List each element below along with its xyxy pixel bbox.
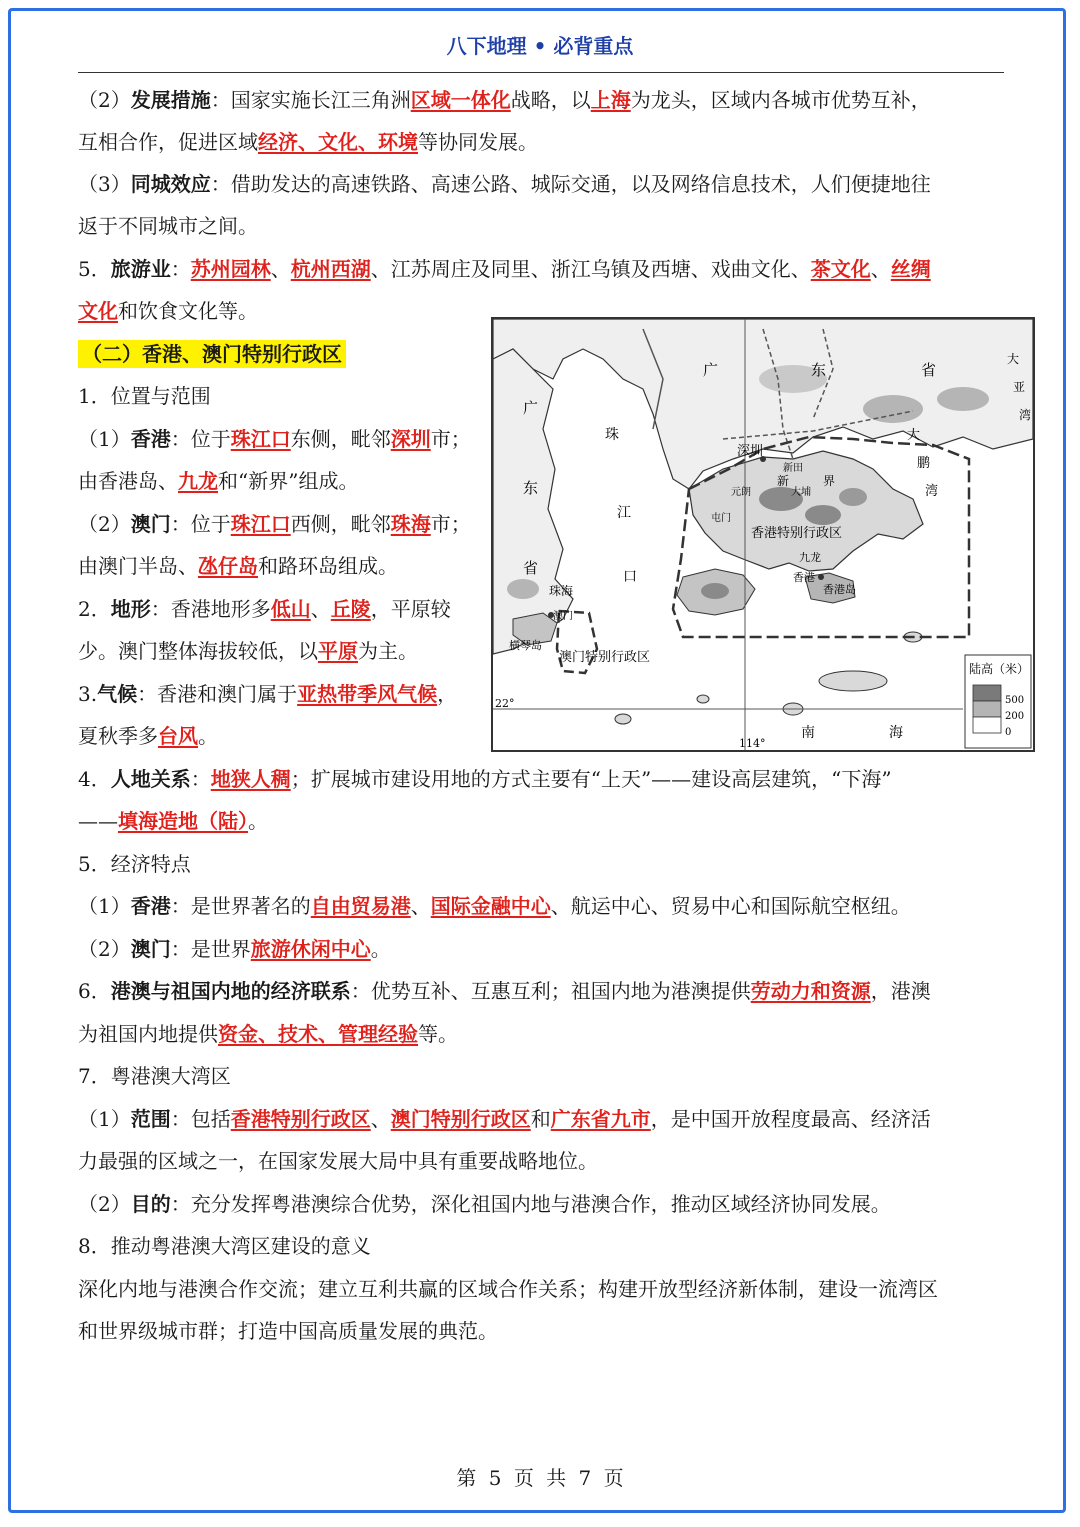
text: ：国家实施长江三角洲 — [210, 88, 411, 112]
text: （1） — [78, 894, 131, 918]
text: 东侧，毗邻 — [290, 427, 391, 451]
line-18 — [78, 807, 268, 835]
text: （1） — [78, 427, 131, 451]
total-pages: 7 — [578, 1466, 592, 1490]
keyword: 珠江口 — [230, 512, 291, 536]
map-label: 南 — [801, 725, 815, 741]
legend-swatch-200 — [973, 701, 1001, 717]
line-16 — [78, 722, 218, 750]
footer-text: 页 — [603, 1466, 624, 1490]
text: 深化内地与港澳合作交流；建立互利共赢的区域合作关系；构建开放型经济新体制，建设一流湾区 — [78, 1277, 938, 1301]
map-label: 鹏 — [917, 456, 931, 471]
keyword: 劳动力和资源 — [750, 979, 871, 1003]
line-21 — [78, 935, 391, 963]
text: ：位于 — [170, 427, 231, 451]
line-29 — [78, 1275, 938, 1303]
map-label: 元朗 — [731, 487, 751, 498]
keyword: 珠海 — [390, 512, 431, 536]
line-17 — [78, 765, 892, 793]
map-label: 广 — [703, 361, 719, 379]
footer-text: 第 — [456, 1466, 477, 1490]
text: 为主。 — [358, 639, 418, 663]
keyword: 台风 — [158, 724, 198, 748]
text: ；扩展城市建设用地的方式主要有“上天”——建设高层建筑，“下海” — [290, 767, 892, 791]
text: 和路环岛组成。 — [258, 554, 398, 578]
text: ：借助发达的高速铁路、高速公路、城际交通，以及网络信息技术，人们便捷地往 — [210, 172, 931, 196]
text: 返于不同城市之间。 — [78, 214, 258, 238]
text: 和饮食文化等。 — [118, 299, 258, 323]
keyword: 茶文化 — [810, 257, 871, 281]
text: 。 — [370, 937, 391, 961]
text: ，港澳 — [870, 979, 931, 1003]
text: ，平原较 — [370, 597, 451, 621]
text: 为龙头，区域内各城市优势互补， — [630, 88, 931, 112]
line-9 — [78, 425, 471, 453]
text: ：是世界 — [170, 937, 251, 961]
text: （2） — [78, 512, 131, 536]
term: 香港 — [130, 427, 171, 451]
page-number: 5 — [488, 1466, 502, 1490]
text: 互相合作，促进区域 — [78, 130, 258, 154]
text: 、航运中心、贸易中心和国际航空枢纽。 — [550, 894, 911, 918]
text: 、 — [370, 1107, 391, 1131]
map-label: 大埔 — [791, 487, 811, 498]
line-8 — [78, 382, 211, 410]
map-label: 省 — [921, 361, 937, 379]
text: （1） — [78, 1107, 131, 1131]
keyword: 地狭人稠 — [210, 767, 291, 791]
term: 港澳与祖国内地的经济联系 — [110, 979, 351, 1003]
line-14 — [78, 637, 418, 665]
text: ：香港和澳门属于 — [137, 682, 298, 706]
text: 等。 — [418, 1022, 458, 1046]
map-label: 深圳 — [737, 444, 764, 459]
keyword: 旅游休闲中心 — [250, 937, 371, 961]
text: 等协同发展。 — [418, 130, 538, 154]
map-label: 亚 — [1013, 380, 1026, 394]
map-label: 大 — [907, 428, 921, 443]
line-5 — [78, 255, 931, 283]
latitude-label: 22° — [495, 697, 515, 710]
text: （2） — [78, 1192, 131, 1216]
term: 同城效应 — [130, 172, 211, 196]
text: 、 — [310, 597, 331, 621]
subheading: 7．粤港澳大湾区 — [78, 1064, 231, 1088]
term: 澳门 — [130, 512, 171, 536]
text: 、 — [270, 257, 291, 281]
legend-value: 0 — [1005, 727, 1012, 738]
keyword: 香港特别行政区 — [230, 1107, 371, 1131]
subheading: 5．经济特点 — [78, 852, 191, 876]
keyword: 丝绸 — [890, 257, 931, 281]
text: —— — [78, 809, 118, 833]
term: 目的 — [130, 1192, 171, 1216]
text: ：是世界著名的 — [170, 894, 311, 918]
keyword: 上海 — [590, 88, 631, 112]
text: 、 — [870, 257, 891, 281]
term: 范围 — [130, 1107, 171, 1131]
text: ：优势互补、互惠互利；祖国内地为港澳提供 — [350, 979, 751, 1003]
text: 、 — [410, 894, 431, 918]
map-label: 新田 — [783, 463, 803, 474]
map-svg — [493, 319, 1033, 750]
map-label: 香港特别行政区 — [751, 526, 843, 541]
line-11 — [78, 510, 471, 538]
keyword: 澳门特别行政区 — [390, 1107, 531, 1131]
map-label: 海 — [889, 725, 903, 741]
text: ：充分发挥粤港澳综合优势，深化祖国内地与港澳合作，推动区域经济协同发展。 — [170, 1192, 891, 1216]
term: 澳门 — [130, 937, 171, 961]
line-30 — [78, 1317, 498, 1345]
line-1 — [78, 86, 931, 114]
text: 2． — [78, 597, 111, 621]
line-4 — [78, 212, 258, 240]
text: ： — [190, 767, 211, 791]
text: ，是中国开放程度最高、经济活 — [650, 1107, 931, 1131]
map-label: 澳门特别行政区 — [559, 650, 651, 665]
term: 香港 — [130, 894, 171, 918]
map-label: 珠海 — [549, 584, 574, 598]
text: 、江苏周庄及同里、浙江乌镇及西塘、戏曲文化、 — [370, 257, 811, 281]
text: 由香港岛、 — [78, 469, 178, 493]
line-2 — [78, 128, 538, 156]
text: （3） — [78, 172, 131, 196]
text: 和 — [530, 1107, 551, 1131]
map-label: 东 — [523, 479, 539, 497]
map-label: 珠 — [605, 427, 619, 443]
keyword: 亚热带季风气候 — [297, 682, 438, 706]
section-heading — [78, 340, 346, 368]
text: 由澳门半岛、 — [78, 554, 198, 578]
keyword: 丘陵 — [330, 597, 371, 621]
keyword: 经济、文化、环境 — [258, 130, 418, 154]
legend-title: 陆高（米） — [969, 662, 1030, 676]
text: 为祖国内地提供 — [78, 1022, 218, 1046]
line-27 — [78, 1190, 891, 1218]
keyword: 平原 — [318, 639, 358, 663]
line-10 — [78, 467, 358, 495]
longitude-label: 114° — [739, 737, 766, 750]
map-label: 湾 — [925, 484, 939, 499]
text: ： — [170, 257, 191, 281]
map-label: 横琴岛 — [509, 639, 542, 652]
map-label: 屯门 — [711, 513, 731, 524]
text: （2） — [78, 88, 131, 112]
keyword: 苏州园林 — [190, 257, 271, 281]
keyword: 文化 — [78, 299, 118, 323]
map-label: 江 — [617, 505, 631, 521]
term: 旅游业 — [110, 257, 171, 281]
subheading: 8．推动粤港澳大湾区建设的意义 — [78, 1234, 371, 1258]
map-label: 新 — [777, 474, 790, 488]
keyword: 资金、技术、管理经验 — [218, 1022, 418, 1046]
line-24 — [78, 1062, 231, 1090]
map-label: 澳门 — [553, 611, 573, 622]
legend-swatch-0 — [973, 717, 1001, 733]
term: 气候 — [97, 682, 138, 706]
text: 力最强的区域之一，在国家发展大局中具有重要战略地位。 — [78, 1149, 598, 1173]
keyword: 广东省九市 — [550, 1107, 651, 1131]
text: 市； — [430, 512, 471, 536]
hk-macau-map — [491, 317, 1035, 752]
text: ：香港地形多 — [150, 597, 271, 621]
map-label: 口 — [623, 569, 637, 585]
text: 夏秋季多 — [78, 724, 158, 748]
text: 少。澳门整体海拔较低，以 — [78, 639, 318, 663]
term: 发展措施 — [130, 88, 211, 112]
footer-text: 页 — [513, 1466, 534, 1490]
text: 3. — [78, 682, 98, 706]
text: ， — [437, 682, 458, 706]
keyword: 区域一体化 — [410, 88, 511, 112]
keyword: 自由贸易港 — [310, 894, 411, 918]
map-label: 省 — [523, 559, 539, 577]
text: 西侧，毗邻 — [290, 512, 391, 536]
keyword: 填海造地（陆） — [118, 809, 248, 833]
text: ：包括 — [170, 1107, 231, 1131]
line-12 — [78, 552, 398, 580]
keyword: 国际金融中心 — [430, 894, 551, 918]
line-23 — [78, 1020, 458, 1048]
map-label: 界 — [823, 474, 836, 488]
keyword: 杭州西湖 — [290, 257, 371, 281]
text: 市； — [430, 427, 471, 451]
map-label: 湾 — [1019, 408, 1032, 422]
highlight-heading: （二）香港、澳门特别行政区 — [78, 340, 346, 368]
page-header: 八下地理 • 必背重点 — [446, 34, 634, 58]
map-label: 广 — [523, 399, 539, 417]
line-13 — [78, 595, 451, 623]
keyword: 低山 — [270, 597, 311, 621]
text: 6． — [78, 979, 111, 1003]
line-6 — [78, 297, 258, 325]
term: 地形 — [110, 597, 151, 621]
line-3 — [78, 170, 931, 198]
map-label: 香港 — [793, 571, 815, 584]
keyword: 深圳 — [390, 427, 431, 451]
map-label: 大 — [1007, 352, 1020, 366]
text: 。 — [248, 809, 268, 833]
map-label: 东 — [811, 361, 827, 379]
map-label: 九龙 — [799, 551, 821, 564]
line-28 — [78, 1232, 371, 1260]
line-15 — [78, 680, 457, 708]
keyword: 珠江口 — [230, 427, 291, 451]
legend-value: 500 — [1005, 695, 1025, 706]
line-20 — [78, 892, 911, 920]
text: （2） — [78, 937, 131, 961]
map-label: 香港岛 — [823, 583, 856, 596]
line-22 — [78, 977, 931, 1005]
text: 和“新界”组成。 — [218, 469, 359, 493]
keyword: 氹仔岛 — [198, 554, 258, 578]
page-footer — [0, 1462, 1080, 1491]
text: 。 — [198, 724, 218, 748]
legend-swatch-500 — [973, 685, 1001, 701]
text: 5． — [78, 257, 111, 281]
line-25 — [78, 1105, 931, 1133]
keyword: 九龙 — [178, 469, 218, 493]
subheading: 1．位置与范围 — [78, 384, 211, 408]
footer-text: 共 — [546, 1466, 567, 1490]
legend-value: 200 — [1005, 711, 1025, 722]
line-19 — [78, 850, 191, 878]
text: ：位于 — [170, 512, 231, 536]
line-26 — [78, 1147, 598, 1175]
header-rule — [78, 72, 1004, 73]
text: 战略，以 — [510, 88, 591, 112]
text: 和世界级城市群；打造中国高质量发展的典范。 — [78, 1319, 498, 1343]
text: 4． — [78, 767, 111, 791]
term: 人地关系 — [110, 767, 191, 791]
